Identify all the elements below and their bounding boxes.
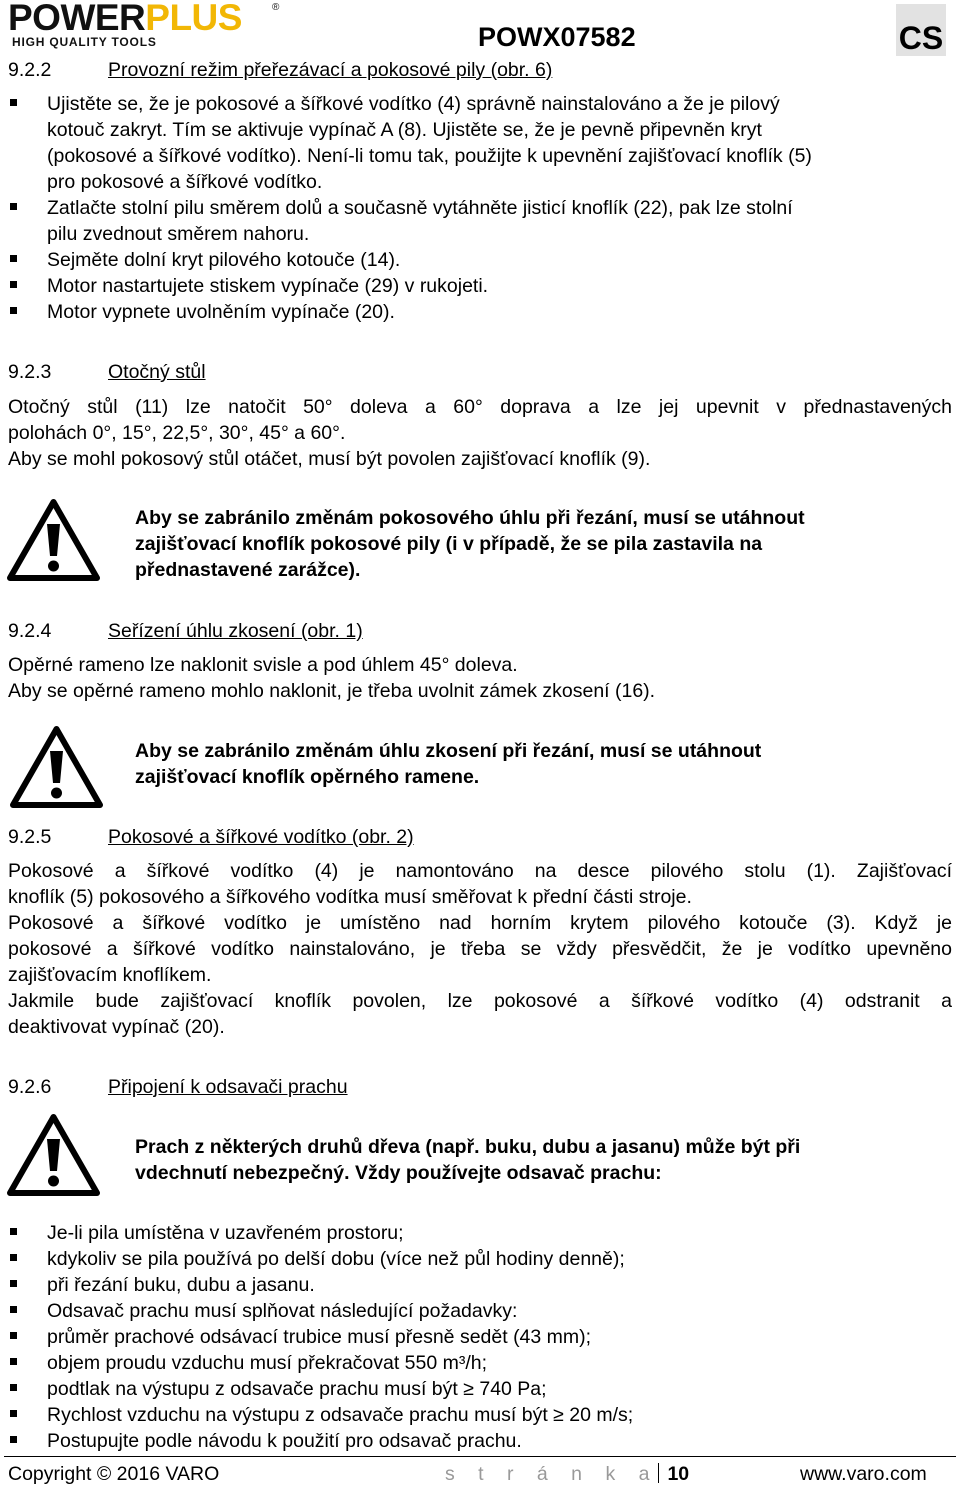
bullet-marker (10, 1436, 17, 1443)
section-number: 9.2.2 (8, 59, 52, 81)
warning-text-line: Aby se zabránilo změnám úhlu zkosení při řezání, musí se utáhnout (135, 740, 762, 762)
bullet-marker (10, 1410, 17, 1417)
list-item: Rychlost vzduchu na výstupu z odsavače prachu musí být ≥ 20 m/s; (47, 1404, 634, 1426)
list-item: Je-li pila umístěna v uzavřeném prostoru; (47, 1222, 404, 1244)
bullet-marker (10, 203, 17, 210)
list-item: Motor nastartujete stiskem vypínače (29) v rukojeti. (47, 275, 489, 297)
bullet-marker (10, 1280, 17, 1287)
page-number: 10 (667, 1463, 690, 1485)
paragraph-line: pokosové a šířkové vodítko nainstalováno, je třeba se vždy přesvědčit, že je vodítko upevněno (8, 938, 952, 960)
bullet-marker (10, 1254, 17, 1261)
paragraph-line: zajišťovacím knoflíkem. (8, 964, 212, 986)
section-number: 9.2.4 (8, 620, 52, 642)
list-item-continuation: pilu zvednout směrem nahoru. (47, 223, 310, 245)
list-item: průměr prachové odsávací trubice musí přesně sedět (43 mm); (47, 1326, 592, 1348)
warning-text-line: přednastavené zarážce). (135, 559, 361, 581)
section-title: Připojení k odsavači prachu (108, 1076, 348, 1098)
page-label: s t r á n k a (445, 1463, 659, 1485)
warning-text-line: zajišťovací knoflík pokosové pily (i v případě, že se pila zastavila na (135, 533, 763, 555)
warning-triangle-icon (6, 498, 101, 582)
list-item: kdykoliv se pila používá po delší dobu (více než půl hodiny denně); (47, 1248, 625, 1270)
list-item: Ujistěte se, že je pokosové a šířkové vodítko (4) správně nainstalováno a že je pilový (47, 93, 780, 115)
warning-text-line: Prach z některých druhů dřeva (např. buku, dubu a jasanu) může být při (135, 1136, 801, 1158)
list-item-continuation: (pokosové a šířkové vodítko). Není-li tomu tak, použijte k upevnění zajišťovací knoflík (5) (47, 145, 812, 167)
page-separator (658, 1463, 659, 1483)
section-title: Pokosové a šířkové vodítko (obr. 2) (108, 826, 414, 848)
paragraph-line: Pokosové a šířkové vodítko je umístěno nad horním krytem pilového kotouče (3). Když je (8, 912, 952, 934)
bullet-marker (10, 1228, 17, 1235)
bullet-marker (10, 1384, 17, 1391)
bullet-marker (10, 1358, 17, 1365)
logo-plus: PLUS (145, 0, 242, 38)
warning-triangle-icon (9, 725, 104, 809)
footer-divider (4, 1456, 956, 1457)
paragraph-line: Aby se mohl pokosový stůl otáčet, musí být povolen zajišťovací knoflík (9). (8, 448, 651, 470)
paragraph-line: polohách 0°, 15°, 22,5°, 30°, 45° a 60°. (8, 422, 346, 444)
brand-logo (8, 2, 278, 52)
bullet-marker (10, 1332, 17, 1339)
paragraph-line: Pokosové a šířkové vodítko (4) je namontováno na desce pilového stolu (1). Zajišťovací (8, 860, 952, 882)
list-item: Sejměte dolní kryt pilového kotouče (14). (47, 249, 401, 271)
website-link[interactable]: www.varo.com (800, 1463, 927, 1485)
bullet-marker (10, 281, 17, 288)
bullet-marker (10, 99, 17, 106)
language-badge: CS (896, 4, 946, 56)
section-title: Provozní režim přeřezávací a pokosové pily (obr. 6) (108, 59, 553, 81)
list-item: objem proudu vzduchu musí překračovat 550 m³/h; (47, 1352, 488, 1374)
section-number: 9.2.3 (8, 361, 52, 383)
bullet-marker (10, 1306, 17, 1313)
warning-text-line: Aby se zabránilo změnám pokosového úhlu při řezání, musí se utáhnout (135, 507, 805, 529)
model-number: POWX07582 (478, 22, 636, 52)
list-item: Odsavač prachu musí splňovat následující požadavky: (47, 1300, 518, 1322)
list-item: při řezání buku, dubu a jasanu. (47, 1274, 315, 1296)
list-item: Zatlačte stolní pilu směrem dolů a současně vytáhněte jisticí knoflík (22), pak lze stolní (47, 197, 793, 219)
paragraph-line: Aby se opěrné rameno mohlo naklonit, je třeba uvolnit zámek zkosení (16). (8, 680, 656, 702)
bullet-marker (10, 307, 17, 314)
warning-triangle-icon (6, 1113, 101, 1197)
copyright: Copyright © 2016 VARO (8, 1463, 220, 1485)
logo-tagline: HIGH QUALITY TOOLS (12, 35, 157, 49)
logo-registered-mark: ® (272, 2, 280, 13)
section-title: Seřízení úhlu zkosení (obr. 1) (108, 620, 363, 642)
logo-power: POWER (8, 0, 146, 38)
list-item: podtlak na výstupu z odsavače prachu musí být ≥ 740 Pa; (47, 1378, 547, 1400)
paragraph-line: Otočný stůl (11) lze natočit 50° doleva a 60° doprava a lze jej upevnit v přednastavených (8, 396, 952, 418)
list-item-continuation: pro pokosové a šířkové vodítko. (47, 171, 323, 193)
warning-text-line: zajišťovací knoflík opěrného ramene. (135, 766, 480, 788)
list-item: Motor vypnete uvolněním vypínače (20). (47, 301, 395, 323)
page-indicator (445, 1461, 689, 1487)
bullet-marker (10, 255, 17, 262)
paragraph-line: knoflík (5) pokosového a šířkového vodítka musí směřovat k přední části stroje. (8, 886, 692, 908)
paragraph-line: Opěrné rameno lze naklonit svisle a pod úhlem 45° doleva. (8, 654, 518, 676)
list-item: Postupujte podle návodu k použití pro odsavač prachu. (47, 1430, 522, 1452)
warning-text-line: vdechnutí nebezpečný. Vždy používejte odsavač prachu: (135, 1162, 662, 1184)
section-title: Otočný stůl (108, 361, 206, 383)
paragraph-line: Jakmile bude zajišťovací knoflík povolen, lze pokosové a šířkové vodítko (4) odstranit a (8, 990, 952, 1012)
list-item-continuation: kotouč zakryt. Tím se aktivuje vypínač A (8). Ujistěte se, že je pevně připevněn kryt (47, 119, 762, 141)
section-number: 9.2.6 (8, 1076, 52, 1098)
section-number: 9.2.5 (8, 826, 52, 848)
logo-wordmark (8, 0, 242, 40)
paragraph-line: deaktivovat vypínač (20). (8, 1016, 225, 1038)
